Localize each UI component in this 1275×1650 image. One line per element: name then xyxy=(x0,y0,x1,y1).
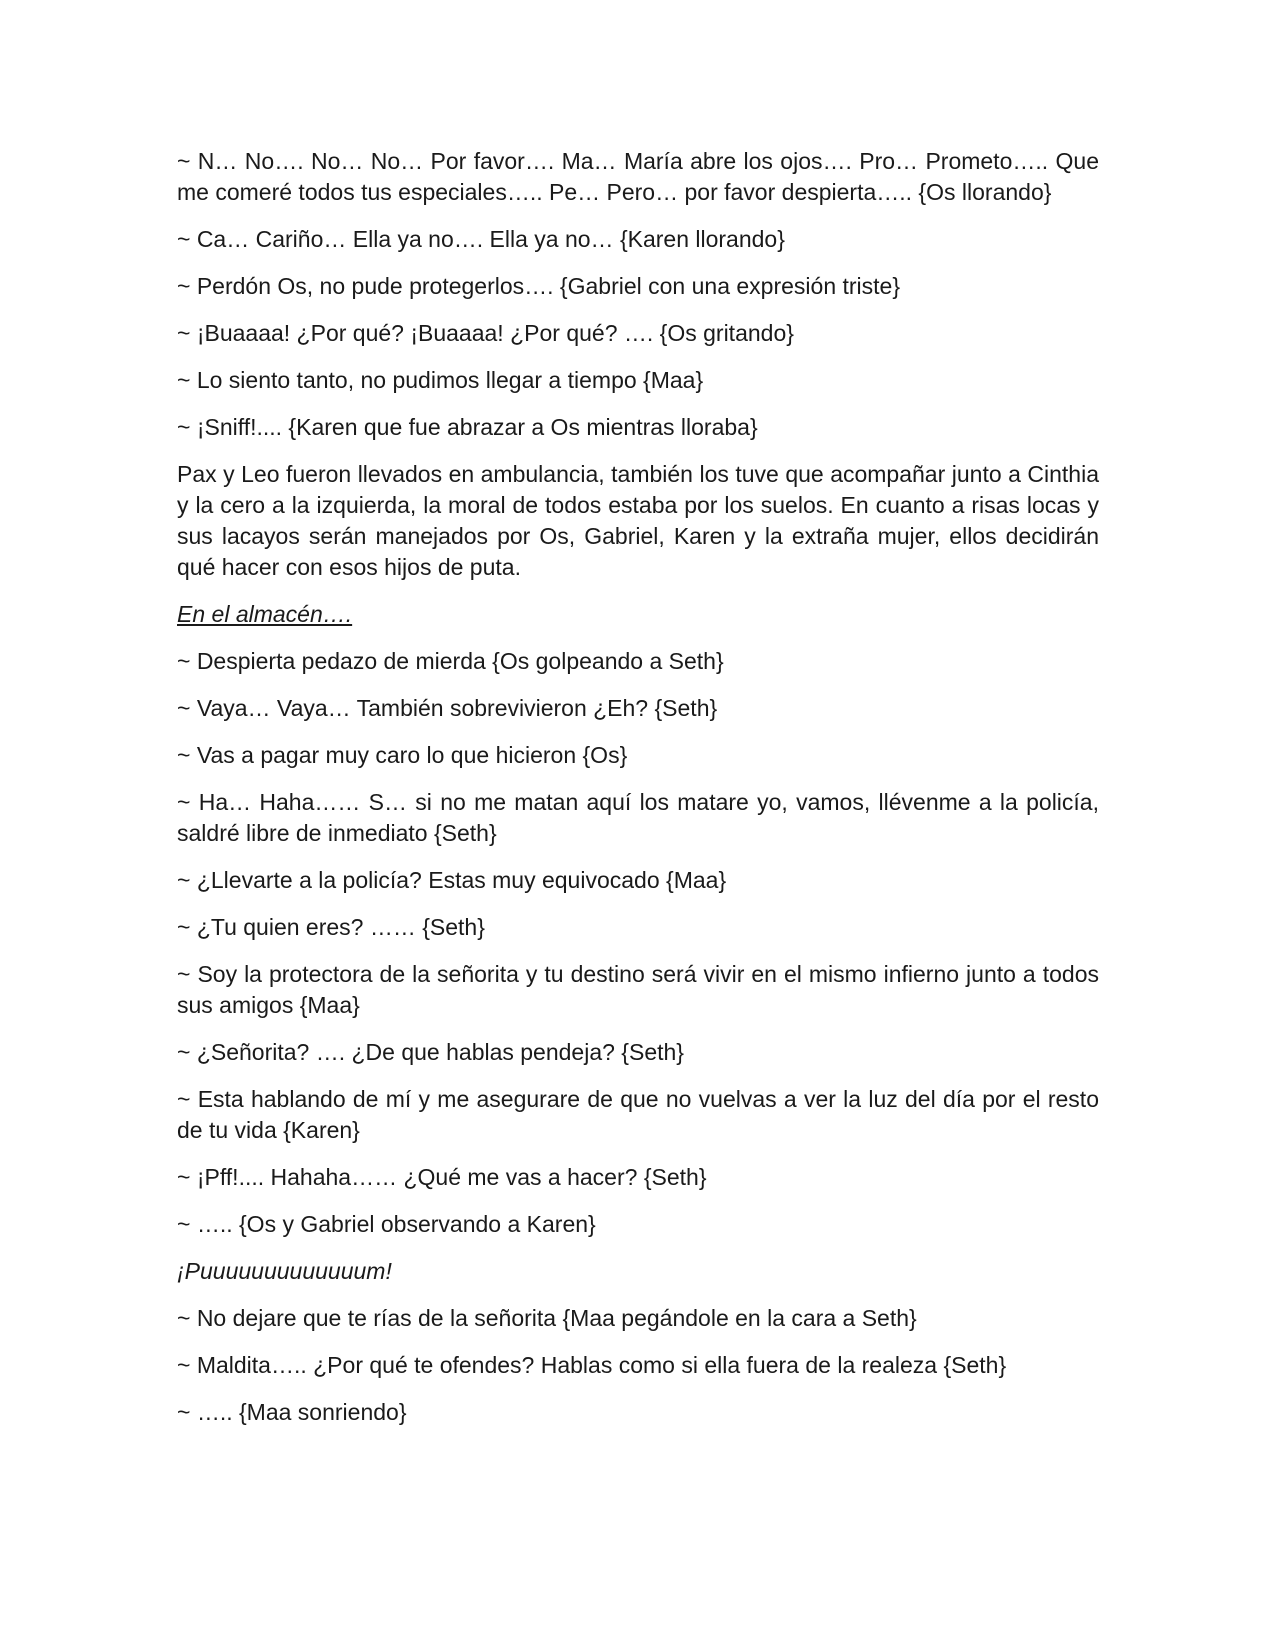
paragraph-maa-police: ~ ¿Llevarte a la policía? Estas muy equivocado {Maa} xyxy=(177,867,727,893)
paragraph-seth-royalty: ~ Maldita….. ¿Por qué te ofendes? Hablas como si ella fuera de la realeza {Seth} xyxy=(177,1352,1007,1378)
paragraph-seth-police: ~ Ha… Haha…… S… si no me matan aquí los matare yo, vamos, llévenme a la policía, saldré libre de inmediato {Seth} xyxy=(177,789,1099,846)
sound-effect: ¡Puuuuuuuuuuuuum! xyxy=(177,1258,392,1284)
paragraph-karen-hug: ~ ¡Sniff!.... {Karen que fue abrazar a Os mientras lloraba} xyxy=(177,414,758,440)
paragraph-maa-smile: ~ ….. {Maa sonriendo} xyxy=(177,1399,407,1425)
paragraph-seth-senorita: ~ ¿Señorita? …. ¿De que hablas pendeja? {Seth} xyxy=(177,1039,684,1065)
paragraph-os-gabriel-observe: ~ ….. {Os y Gabriel observando a Karen} xyxy=(177,1211,596,1237)
document-page xyxy=(177,146,1099,1444)
paragraph-maa-hit: ~ No dejare que te rías de la señorita {Maa pegándole en la cara a Seth} xyxy=(177,1305,917,1331)
paragraph-maa-sorry: ~ Lo siento tanto, no pudimos llegar a tiempo {Maa} xyxy=(177,367,704,393)
scene-heading: En el almacén…. xyxy=(177,601,353,627)
paragraph-os-crying: ~ N… No…. No… No… Por favor…. Ma… María abre los ojos…. Pro… Prometo….. Que me comeré todos tus especiales….. Pe… Pero… por favor despierta….. {Os llorando} xyxy=(177,148,1099,205)
paragraph-seth-survived: ~ Vaya… Vaya… También sobrevivieron ¿Eh? {Seth} xyxy=(177,695,718,721)
paragraph-os-threat: ~ Vas a pagar muy caro lo que hicieron {Os} xyxy=(177,742,628,768)
paragraph-seth-who: ~ ¿Tu quien eres? …… {Seth} xyxy=(177,914,485,940)
paragraph-karen-crying: ~ Ca… Cariño… Ella ya no…. Ella ya no… {Karen llorando} xyxy=(177,226,785,252)
paragraph-os-wake: ~ Despierta pedazo de mierda {Os golpeando a Seth} xyxy=(177,648,724,674)
paragraph-seth-laugh: ~ ¡Pff!.... Hahaha…… ¿Qué me vas a hacer? {Seth} xyxy=(177,1164,707,1190)
paragraph-karen-threat: ~ Esta hablando de mí y me asegurare de que no vuelvas a ver la luz del día por el resto de tu vida {Karen} xyxy=(177,1086,1099,1143)
paragraph-os-shouting: ~ ¡Buaaaa! ¿Por qué? ¡Buaaaa! ¿Por qué? …. {Os gritando} xyxy=(177,320,794,346)
paragraph-narration: Pax y Leo fueron llevados en ambulancia, también los tuve que acompañar junto a Cinthia y la cero a la izquierda, la moral de todos estaba por los suelos. En cuanto a risas locas y sus lacayos serán manejados por Os, Gabriel, Karen y la extraña mujer, ellos decidirán qué hacer con esos hijos de puta. xyxy=(177,461,1099,580)
paragraph-gabriel-sad: ~ Perdón Os, no pude protegerlos…. {Gabriel con una expresión triste} xyxy=(177,273,901,299)
paragraph-maa-protector: ~ Soy la protectora de la señorita y tu destino será vivir en el mismo infierno junto a todos sus amigos {Maa} xyxy=(177,961,1099,1018)
